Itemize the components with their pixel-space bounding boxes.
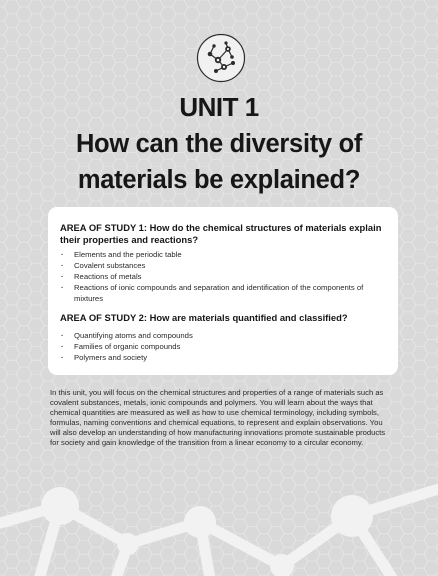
list-item: · Covalent substances: [60, 260, 388, 271]
area-of-study-1-heading: AREA OF STUDY 1: How do the chemical structures of materials explain their properties and reactions?: [60, 222, 382, 245]
area-of-study-2-topics: [60, 330, 388, 363]
unit-label: UNIT 1: [179, 92, 259, 122]
molecule-graphic-background: [0, 440, 438, 576]
unit-title: How can the diversity of materials be explained?: [75, 130, 363, 194]
unit-intro-paragraph: In this unit, you will focus on the chemical structures and properties of a range of materials such as covalent substances, metals, ionic compounds and polymers. You will learn about the ways that chemical quantities are measured as well as how to use chemical terminology, including symbols, formulas, naming conventions and chemical equations, to represent and explain observations. You will also develop an understanding of how manufacturing innovations promote sustainable products for society and gain knowledge of the transition from a linear economy to a circular economy.: [50, 388, 386, 448]
list-item: · Elements and the periodic table: [60, 249, 388, 260]
area-of-study-1-topics: [60, 249, 388, 304]
list-item: · Reactions of ionic compounds and separation and identification of the components of mixtures: [60, 282, 388, 304]
areas-of-study-card: [48, 207, 398, 375]
list-item: · Quantifying atoms and compounds: [60, 330, 388, 341]
list-item: · Polymers and society: [60, 352, 388, 363]
list-item: · Families of organic compounds: [60, 341, 388, 352]
molecule-network-icon: [196, 33, 246, 83]
area-of-study-2-heading: AREA OF STUDY 2: How are materials quantified and classified?: [60, 312, 348, 323]
list-item: · Reactions of metals: [60, 271, 388, 282]
